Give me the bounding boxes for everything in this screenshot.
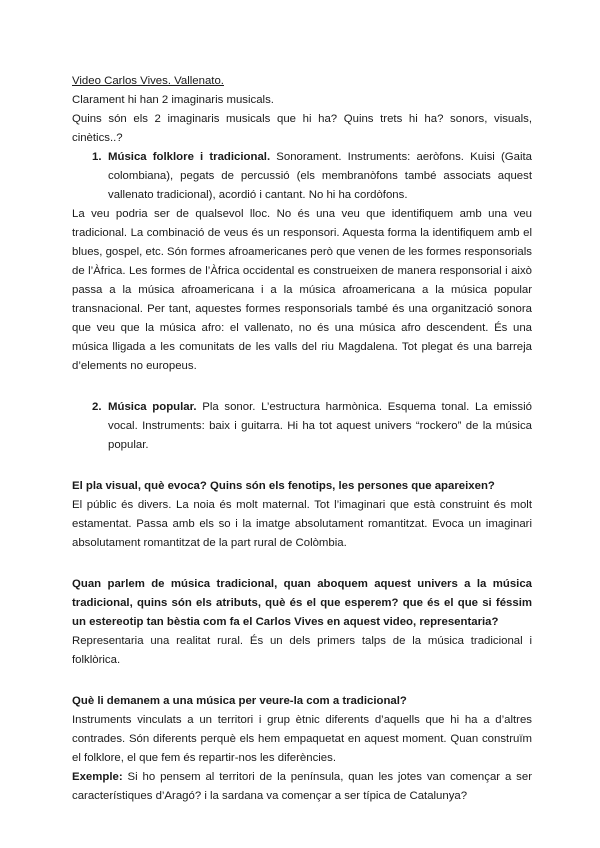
- question-heading-2: Quan parlem de música tradicional, quan aboquem aquest univers a la música tradicional, quins són els atributs, què és el que esperem? que és el que si féssim un estereotip tan bèstia com fa el Carlos Vives en aquest video, representaria?: [72, 578, 532, 628]
- document-title: Video Carlos Vives. Vallenato.: [72, 75, 224, 87]
- example-label: Exemple:: [72, 771, 123, 783]
- list-body: [108, 398, 532, 455]
- spacer: [72, 455, 532, 477]
- list-item-1: [92, 148, 532, 205]
- list-item-text: Sonorament. Instruments: aeròfons. Kuisi (Gaita colombiana), pegats de percussió (els membranòfons també associats aquest vallenato tradicional), acordió i cantant. No hi ha cordòfons.: [108, 151, 532, 201]
- list-item-title: Música popular.: [108, 401, 197, 413]
- question-heading-3: Què li demanem a una música per veure-la com a tradicional?: [72, 695, 407, 707]
- list-item-title: Música folklore i tradicional.: [108, 151, 271, 163]
- list-number: 2.: [92, 401, 102, 413]
- spacer: [72, 376, 532, 398]
- question-heading-1: El pla visual, què evoca? Quins són els fenotips, les persones que apareixen?: [72, 480, 495, 492]
- answer-1: El públic és divers. La noia és molt maternal. Tot l’imaginari que està construint és molt estamentat. Passa amb els so i la imatge absolutament romantitzat. Evoca un imaginari absolutament romantitzat de la part rural de Colòmbia.: [72, 499, 532, 549]
- answer-3: Instruments vinculats a un territori i grup ètnic diferents d’aquells que hi ha a d’altres contrades. Són diferents perquè els hem empaquetat en aquest moment. Quan construïm el folklore, el que fem és repartir-nos les diferències.: [72, 714, 532, 764]
- spacer: [72, 553, 532, 575]
- paragraph-question: Quins són els 2 imaginaris musicals que hi ha? Quins trets hi ha? sonors, visuals, cinètics..?: [72, 113, 532, 144]
- list-number: 1.: [92, 151, 102, 163]
- paragraph-intro: Clarament hi han 2 imaginaris musicals.: [72, 94, 274, 106]
- example-text: Si ho pensem al territori de la península, quan les jotes van començar a ser característiques d’Aragó? i la sardana va començar a ser típica de Catalunya?: [72, 771, 532, 802]
- list-item-text: Pla sonor. L’estructura harmònica. Esquema tonal. La emissió vocal. Instruments: baix i guitarra. Hi ha tot aquest univers “rockero” de la música popular.: [108, 401, 532, 451]
- spacer: [72, 670, 532, 692]
- list-body: [108, 148, 532, 205]
- paragraph-voice: La veu podria ser de qualsevol lloc. No és una veu que identifiquem amb una veu tradicional. La combinació de veus és un responsori. Aquesta forma la identifiquem amb el blues, gospel, etc. Són formes afroamericanes però que venen de les formes responsorials de l’Àfrica. Les formes de l’Àfrica occidental es construeixen de manera responsorial i això passa a la música afroamericana i a la música afroamericana a la música popular transnacional. Per tant, aquestes formes responsorials també és una organització sonora que veu que la música afro: el vallenato, no és una música afro descendent. És una música lligada a les comunitats de les valls del riu Magdalena. Tot plegat és una barreja d’elements no europeus.: [72, 208, 532, 372]
- answer-2: Representaria una realitat rural. És un dels primers talps de la música tradicional i folklòrica.: [72, 635, 532, 666]
- document-body: [72, 72, 532, 806]
- list-item-2: [92, 398, 532, 455]
- example-paragraph: [72, 768, 532, 806]
